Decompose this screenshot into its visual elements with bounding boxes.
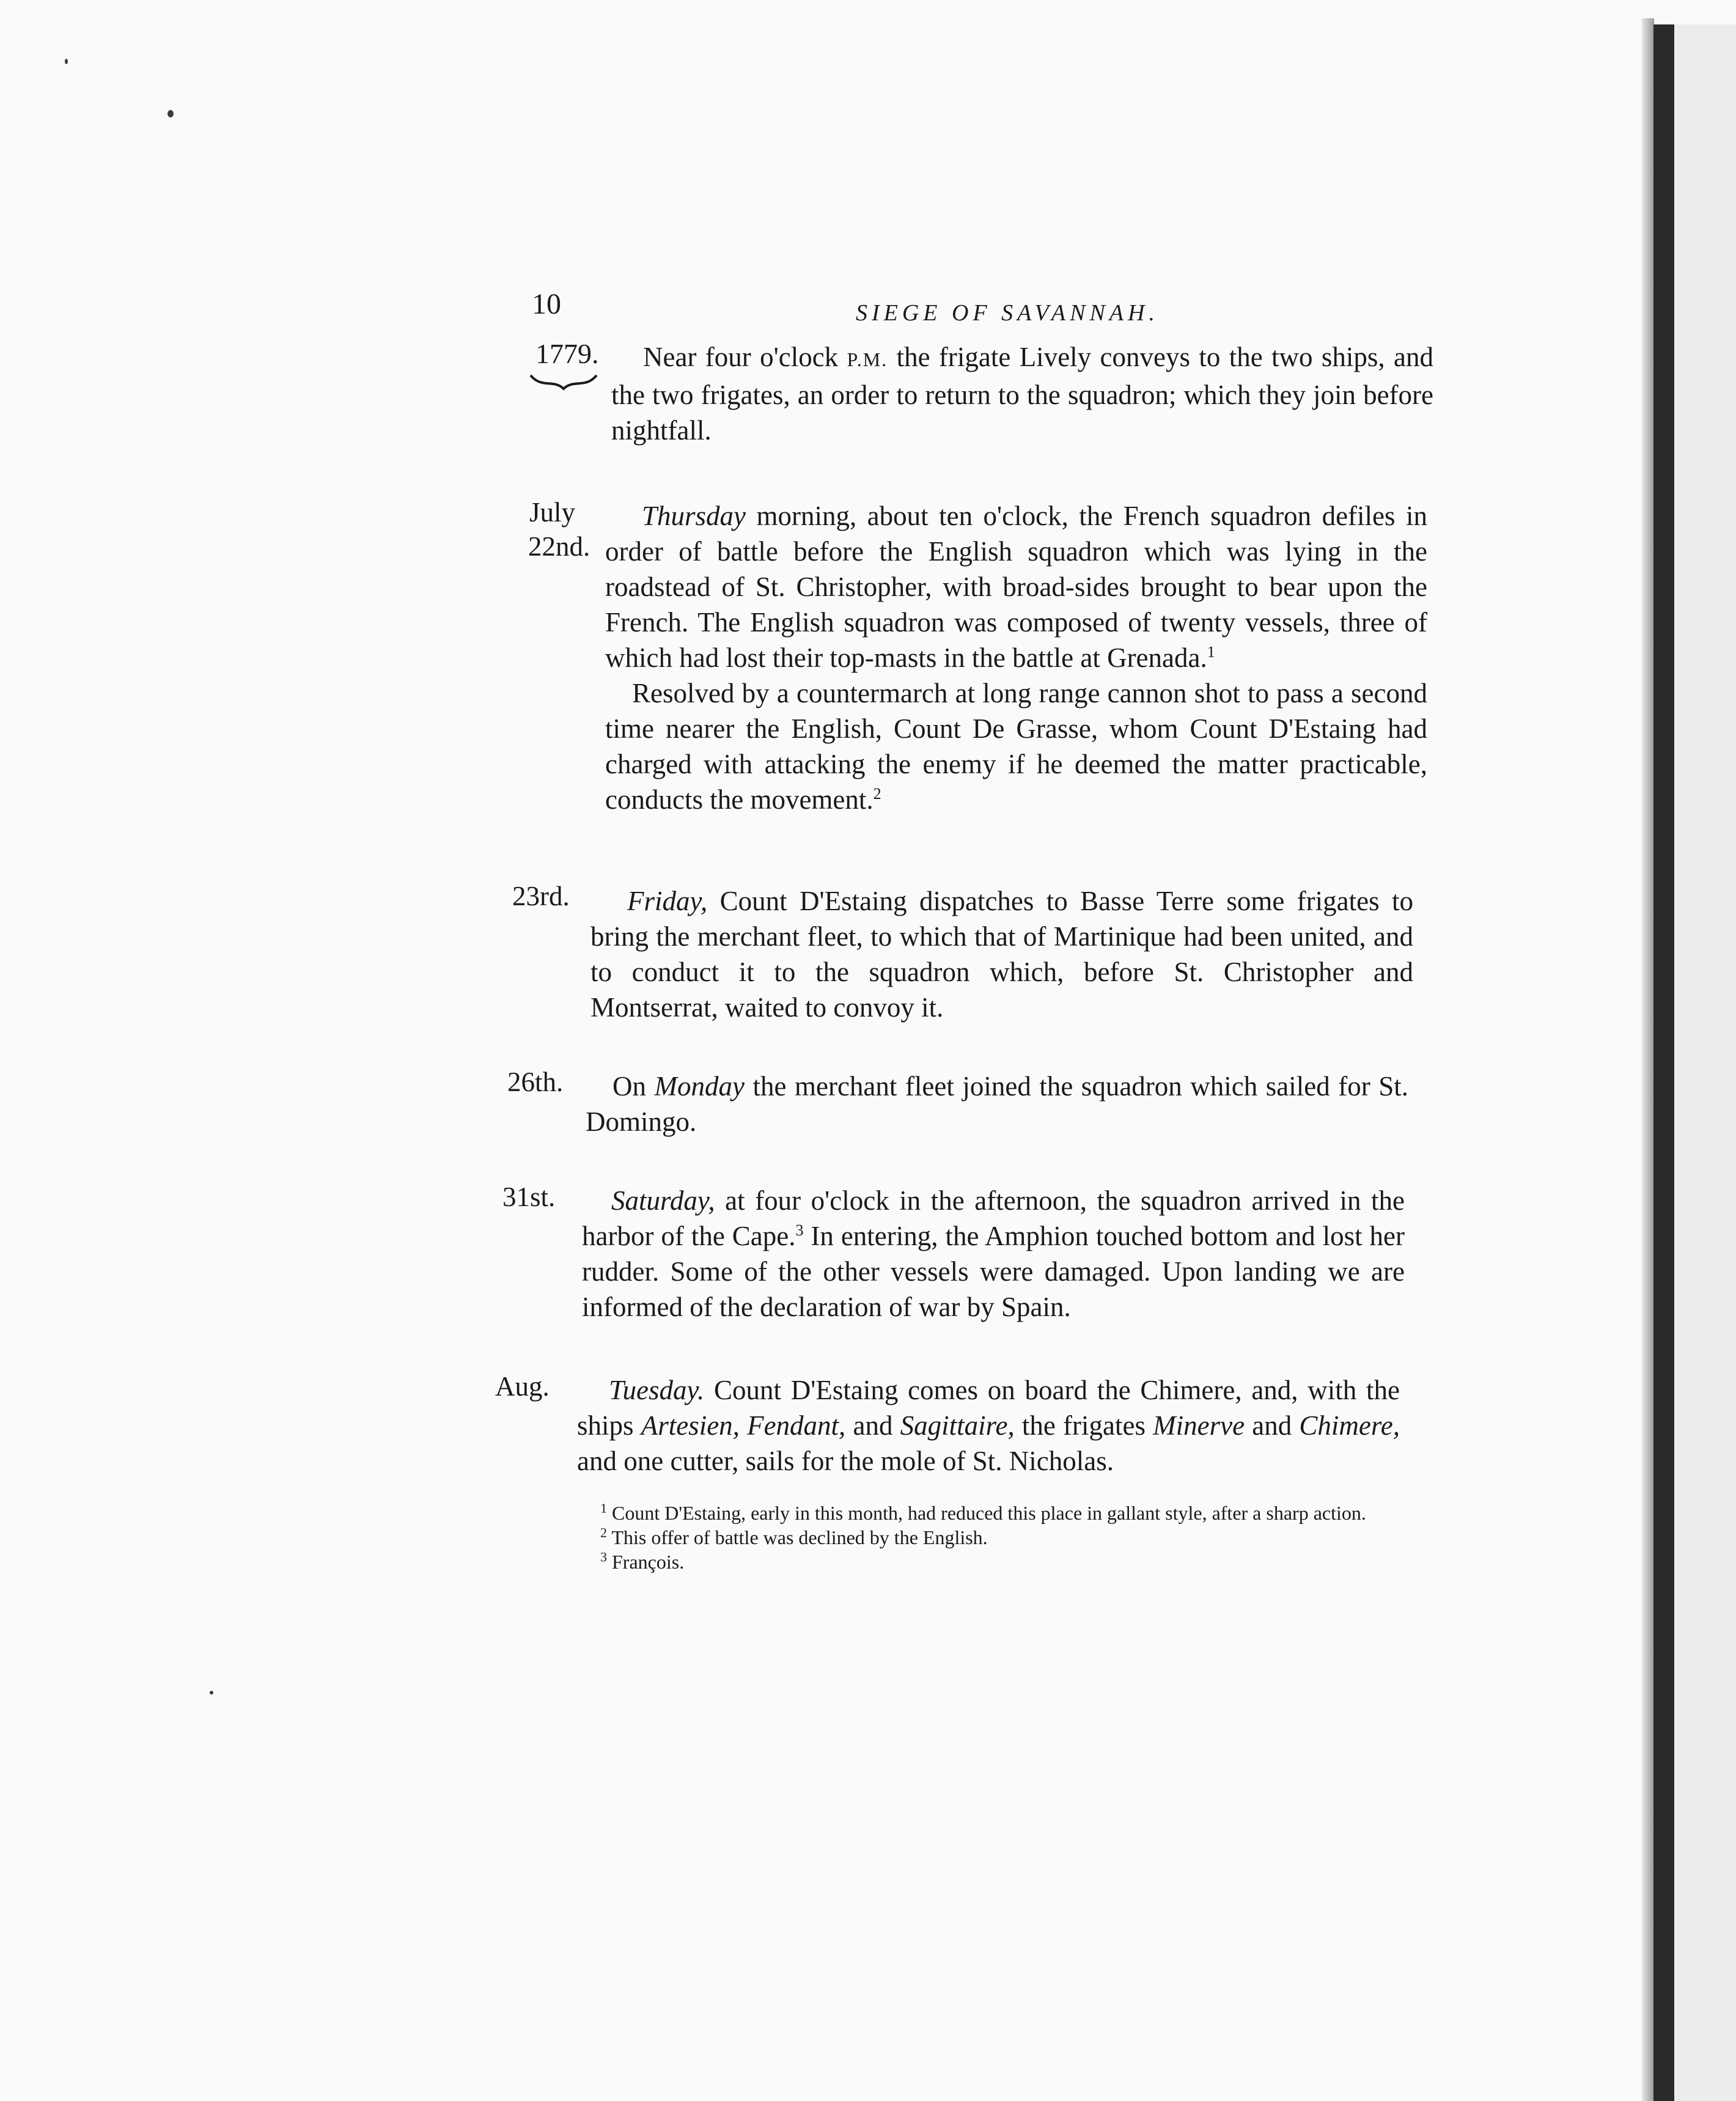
entry-26th <box>586 1069 1408 1139</box>
date-marginal-july <box>529 495 590 564</box>
page-edge-shadow <box>1642 18 1654 2101</box>
entry-text: Resolved by a countermarch at long range cannon shot to pass a second time nearer the English, Count De Grasse, whom Count D'Estaing had charged with attacking the enemy if he deemed the matter practicable, conducts the movement. <box>605 678 1427 815</box>
day-label: 22nd. <box>528 531 590 562</box>
footnote-mark: 1 <box>600 1500 607 1516</box>
footnote-ref: 2 <box>873 785 881 803</box>
ship-name: Minerve <box>1153 1410 1245 1441</box>
weekday: Monday <box>654 1071 745 1102</box>
weekday: Saturday, <box>611 1185 715 1216</box>
time-abbrev: P.M. <box>847 348 888 370</box>
day-label: 26th. <box>507 1067 564 1097</box>
month-label: Aug. <box>495 1371 550 1402</box>
entry-23rd <box>590 883 1413 1025</box>
entry-aug <box>577 1372 1400 1479</box>
entry-text: Count D'Estaing dispatches to Basse Terre some frigates to bring the merchant fleet, to which that of Martinique had been united, and to conduct it to the squadron which, before St. Christopher and Montserrat, waited to convoy it. <box>590 886 1413 1023</box>
ink-speck <box>65 59 68 64</box>
entry-text: and one cutter, sails for the mole of St. Nicholas. <box>577 1446 1114 1476</box>
date-marginal-23rd <box>512 879 570 913</box>
entry-text: On <box>612 1071 655 1102</box>
footnote-text: This offer of battle was declined by the English. <box>607 1526 988 1548</box>
footnote-mark: 2 <box>600 1525 607 1540</box>
weekday: Friday, <box>627 886 708 916</box>
entry-text: Count D'Estaing comes on board the Chimere, and, with the ships <box>577 1375 1400 1441</box>
footnote-3 <box>568 1550 1397 1574</box>
book-spine-edge <box>1653 24 1674 2101</box>
entry-text: and <box>1245 1410 1300 1441</box>
footnote-ref: 1 <box>1207 643 1215 661</box>
entry-text: the frigates <box>1014 1410 1153 1441</box>
weekday: Tuesday. <box>609 1375 705 1405</box>
entry-text: In entering, the Amphion touched bottom and lost her rudder. Some of the other vessels were damaged. Upon landing we are informed of the declaration of war by Spain. <box>582 1221 1405 1322</box>
entry-continuation <box>611 339 1433 448</box>
adjacent-page-edge <box>1674 24 1736 2101</box>
entry-text: the merchant fleet joined the squadron which sailed for St. Domingo. <box>586 1071 1409 1137</box>
day-label: 31st. <box>502 1182 556 1212</box>
brace-ornament <box>529 370 598 391</box>
entry-text: the frigate Lively conveys to the two ships, and the two frigates, an order to return to the squadron; which they join before nightfall. <box>611 342 1433 446</box>
month-label: July <box>529 497 576 528</box>
page-number: 10 <box>532 288 561 320</box>
entry-text: at four o'clock in the afternoon, the squadron arrived in the harbor of the Cape. <box>582 1185 1405 1251</box>
footnote-mark: 3 <box>600 1549 607 1565</box>
year-marginal: 1779. <box>535 338 599 369</box>
ship-name: Chimere, <box>1299 1410 1400 1441</box>
day-label: 23rd. <box>512 881 570 911</box>
ship-name: Sagittaire, <box>900 1410 1015 1441</box>
date-marginal-26th <box>507 1065 563 1099</box>
date-marginal-31st <box>502 1180 555 1214</box>
entry-text: morning, about ten o'clock, the French squadron defiles in order of battle before the English squadron which was lying in the roadstead of St. Christopher, with broad-sides brought to bear upon the French. The English squadron was composed of twenty vessels, three of which had lost their top-masts in the battle at Grenada. <box>605 501 1427 673</box>
footnotes <box>568 1501 1397 1574</box>
page-header <box>532 287 1443 330</box>
ink-speck <box>167 110 174 117</box>
weekday: Thursday <box>642 501 746 531</box>
ink-speck <box>210 1691 213 1694</box>
entry-text: Near four o'clock <box>643 342 847 372</box>
entry-july-22 <box>605 498 1427 817</box>
entry-text: and <box>845 1410 900 1441</box>
running-title: SIEGE OF SAVANNAH. <box>856 300 1159 326</box>
footnote-text: Count D'Estaing, early in this month, had reduced this place in gallant style, after a sharp action. <box>607 1502 1366 1524</box>
footnote-text: François. <box>607 1551 685 1573</box>
date-marginal-aug <box>495 1369 550 1404</box>
footnote-ref: 3 <box>795 1221 804 1239</box>
footnote-1 <box>568 1501 1397 1525</box>
footnote-2 <box>568 1525 1397 1550</box>
ship-names: Artesien, Fendant, <box>641 1410 846 1441</box>
entry-31st <box>582 1183 1405 1325</box>
